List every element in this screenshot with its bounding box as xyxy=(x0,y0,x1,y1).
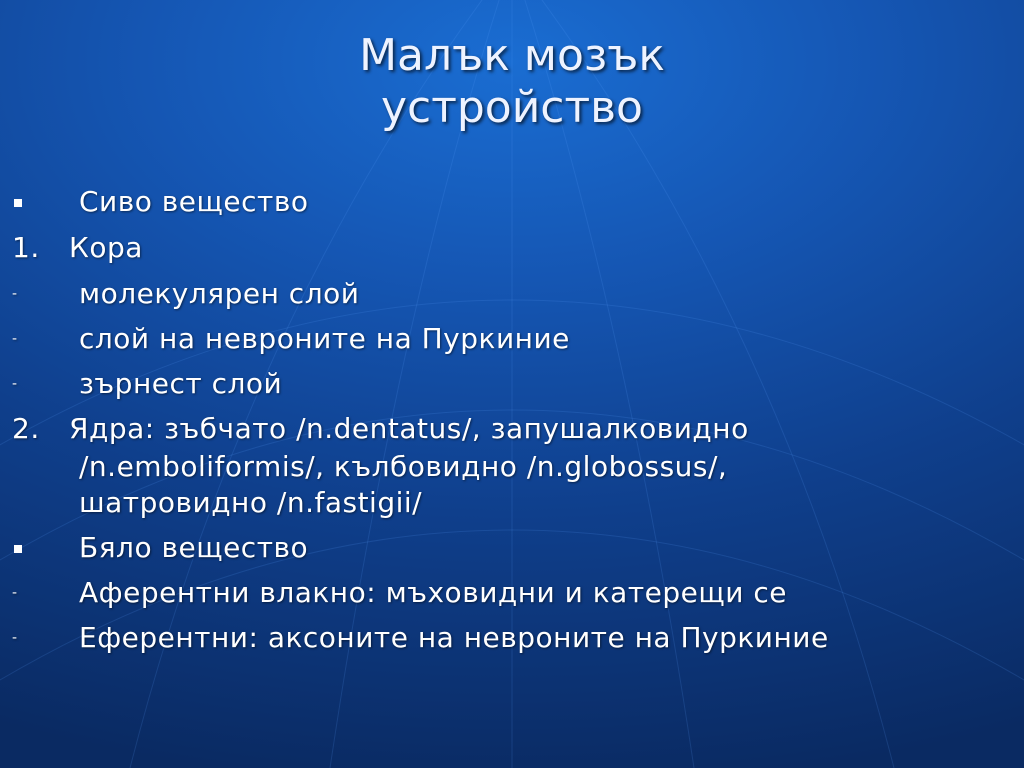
list-number: 2. xyxy=(12,412,40,445)
list-item-text: зърнест слой xyxy=(79,367,283,400)
list-item-text: Аферентни влакно: мъховидни и катерещи се xyxy=(79,576,787,609)
list-item-nuclei-continuation: /n.emboliformis/, кълбовидно /n.globossus/, xyxy=(79,450,728,483)
list-item-text: Сиво вещество xyxy=(79,185,309,218)
list-item-nuclei-continuation: шатровидно /n.fastigii/ xyxy=(79,486,423,519)
list-item-text: Кора xyxy=(69,231,143,264)
list-item-text: Еферентни: аксоните на невроните на Пуркиние xyxy=(79,621,829,654)
slide-title-line-2: устройство xyxy=(381,82,643,133)
list-item-text: слой на невроните на Пуркиние xyxy=(79,322,570,355)
dash-bullet-icon: - xyxy=(12,630,18,646)
dash-bullet-icon: - xyxy=(12,585,18,601)
dash-bullet-icon: - xyxy=(12,286,18,302)
slide-title-line-1: Малък мозък xyxy=(359,30,665,81)
dash-bullet-icon: - xyxy=(12,331,18,347)
list-item-text: Ядра: зъбчато /n.dentatus/, запушалковидно xyxy=(69,412,749,445)
dash-bullet-icon: - xyxy=(12,376,18,392)
list-item-text: Бяло вещество xyxy=(79,531,309,564)
list-number: 1. xyxy=(12,231,40,264)
list-item-text: молекулярен слой xyxy=(79,277,360,310)
square-bullet-icon xyxy=(14,199,22,207)
square-bullet-icon xyxy=(14,545,22,553)
